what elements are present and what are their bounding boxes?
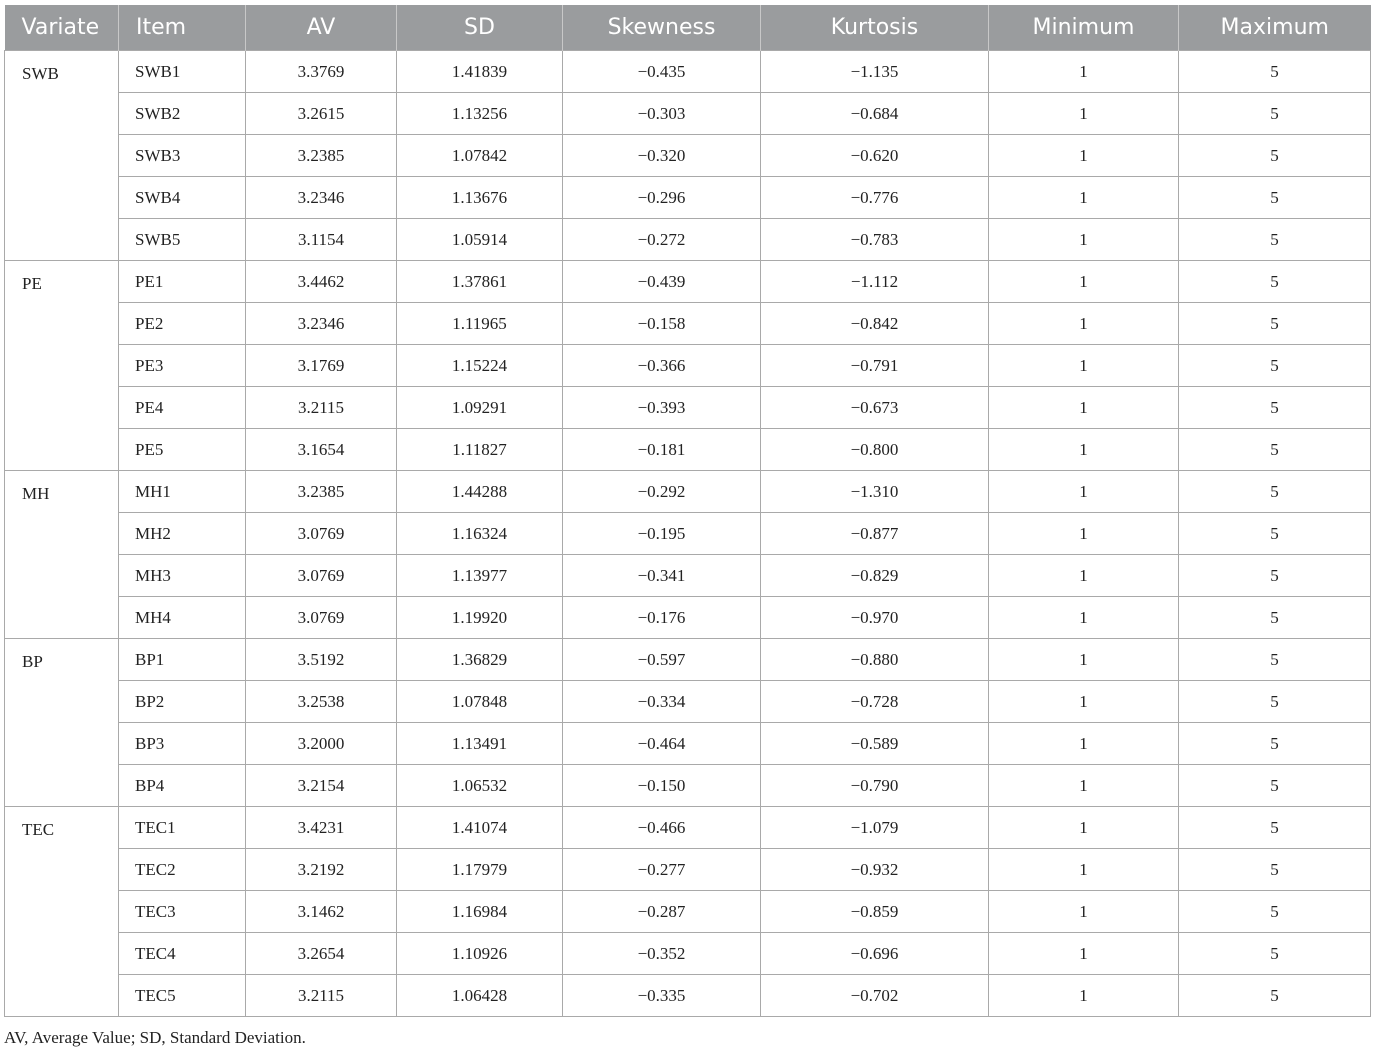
av-cell: 3.0769 [246,597,397,639]
header-row [5,5,1371,51]
av-cell: 3.2385 [246,471,397,513]
av-cell: 3.1654 [246,429,397,471]
sd-cell: 1.13256 [397,93,563,135]
skewness-cell: −0.292 [563,471,761,513]
table-footnote: AV, Average Value; SD, Standard Deviation. [4,1028,306,1047]
av-cell: 3.2654 [246,933,397,975]
item-cell: BP3 [119,723,246,765]
av-cell: 3.2115 [246,387,397,429]
item-cell: PE2 [119,303,246,345]
av-cell: 3.4462 [246,261,397,303]
skewness-cell: −0.287 [563,891,761,933]
kurtosis-cell: −0.859 [761,891,989,933]
sd-cell: 1.11827 [397,429,563,471]
skewness-cell: −0.320 [563,135,761,177]
sd-cell: 1.06428 [397,975,563,1017]
skewness-cell: −0.435 [563,51,761,93]
kurtosis-cell: −1.112 [761,261,989,303]
item-cell: BP1 [119,639,246,681]
skewness-cell: −0.176 [563,597,761,639]
item-cell: SWB1 [119,51,246,93]
skewness-cell: −0.181 [563,429,761,471]
skewness-cell: −0.341 [563,555,761,597]
minimum-cell: 1 [989,261,1179,303]
maximum-cell: 5 [1179,93,1371,135]
kurtosis-cell: −0.880 [761,639,989,681]
table-row [5,807,1371,849]
sd-cell: 1.15224 [397,345,563,387]
minimum-cell: 1 [989,513,1179,555]
av-cell: 3.2615 [246,93,397,135]
skewness-cell: −0.195 [563,513,761,555]
skewness-cell: −0.334 [563,681,761,723]
sd-cell: 1.06532 [397,765,563,807]
minimum-cell: 1 [989,429,1179,471]
maximum-cell: 5 [1179,849,1371,891]
kurtosis-cell: −0.702 [761,975,989,1017]
sd-cell: 1.41074 [397,807,563,849]
maximum-cell: 5 [1179,219,1371,261]
table-row [5,891,1371,933]
kurtosis-cell: −0.728 [761,681,989,723]
table-row [5,429,1371,471]
sd-cell: 1.44288 [397,471,563,513]
minimum-cell: 1 [989,807,1179,849]
skewness-cell: −0.272 [563,219,761,261]
minimum-cell: 1 [989,891,1179,933]
av-cell: 3.2385 [246,135,397,177]
table-row [5,93,1371,135]
minimum-cell: 1 [989,639,1179,681]
skewness-cell: −0.366 [563,345,761,387]
kurtosis-cell: −1.135 [761,51,989,93]
maximum-cell: 5 [1179,555,1371,597]
skewness-cell: −0.352 [563,933,761,975]
maximum-cell: 5 [1179,51,1371,93]
maximum-cell: 5 [1179,387,1371,429]
kurtosis-cell: −0.696 [761,933,989,975]
item-cell: TEC3 [119,891,246,933]
header-skewness: Skewness [563,5,761,51]
sd-cell: 1.13977 [397,555,563,597]
av-cell: 3.1769 [246,345,397,387]
item-cell: SWB4 [119,177,246,219]
minimum-cell: 1 [989,849,1179,891]
kurtosis-cell: −0.829 [761,555,989,597]
kurtosis-cell: −0.684 [761,93,989,135]
minimum-cell: 1 [989,387,1179,429]
av-cell: 3.2154 [246,765,397,807]
minimum-cell: 1 [989,51,1179,93]
skewness-cell: −0.335 [563,975,761,1017]
header-kurtosis: Kurtosis [761,5,989,51]
skewness-cell: −0.277 [563,849,761,891]
av-cell: 3.4231 [246,807,397,849]
header-item: Item [119,5,246,51]
table-row [5,177,1371,219]
item-cell: MH1 [119,471,246,513]
maximum-cell: 5 [1179,177,1371,219]
descriptive-statistics-table [4,5,1371,1017]
table-row [5,849,1371,891]
maximum-cell: 5 [1179,891,1371,933]
sd-cell: 1.07848 [397,681,563,723]
skewness-cell: −0.464 [563,723,761,765]
item-cell: MH3 [119,555,246,597]
minimum-cell: 1 [989,597,1179,639]
header-variate: Variate [5,5,119,51]
kurtosis-cell: −0.800 [761,429,989,471]
item-cell: TEC2 [119,849,246,891]
sd-cell: 1.09291 [397,387,563,429]
table-row [5,933,1371,975]
kurtosis-cell: −0.589 [761,723,989,765]
table-row [5,471,1371,513]
kurtosis-cell: −0.790 [761,765,989,807]
minimum-cell: 1 [989,219,1179,261]
maximum-cell: 5 [1179,807,1371,849]
maximum-cell: 5 [1179,639,1371,681]
sd-cell: 1.16984 [397,891,563,933]
item-cell: PE1 [119,261,246,303]
av-cell: 3.5192 [246,639,397,681]
sd-cell: 1.11965 [397,303,563,345]
item-cell: MH4 [119,597,246,639]
minimum-cell: 1 [989,177,1179,219]
kurtosis-cell: −0.791 [761,345,989,387]
item-cell: MH2 [119,513,246,555]
table-row [5,345,1371,387]
av-cell: 3.2346 [246,177,397,219]
sd-cell: 1.17979 [397,849,563,891]
minimum-cell: 1 [989,765,1179,807]
variate-cell: MH [5,471,119,639]
kurtosis-cell: −0.673 [761,387,989,429]
header-minimum: Minimum [989,5,1179,51]
item-cell: SWB2 [119,93,246,135]
item-cell: PE4 [119,387,246,429]
statistics-table-container [4,5,1370,1017]
sd-cell: 1.16324 [397,513,563,555]
minimum-cell: 1 [989,723,1179,765]
item-cell: PE3 [119,345,246,387]
minimum-cell: 1 [989,975,1179,1017]
sd-cell: 1.05914 [397,219,563,261]
sd-cell: 1.07842 [397,135,563,177]
skewness-cell: −0.439 [563,261,761,303]
item-cell: PE5 [119,429,246,471]
minimum-cell: 1 [989,933,1179,975]
maximum-cell: 5 [1179,135,1371,177]
sd-cell: 1.10926 [397,933,563,975]
table-row [5,723,1371,765]
minimum-cell: 1 [989,345,1179,387]
table-row [5,387,1371,429]
minimum-cell: 1 [989,681,1179,723]
kurtosis-cell: −0.620 [761,135,989,177]
kurtosis-cell: −0.932 [761,849,989,891]
table-row [5,639,1371,681]
minimum-cell: 1 [989,135,1179,177]
av-cell: 3.2000 [246,723,397,765]
item-cell: TEC1 [119,807,246,849]
table-row [5,219,1371,261]
table-row [5,597,1371,639]
skewness-cell: −0.158 [563,303,761,345]
sd-cell: 1.41839 [397,51,563,93]
table-body [5,51,1371,1017]
minimum-cell: 1 [989,93,1179,135]
skewness-cell: −0.597 [563,639,761,681]
sd-cell: 1.13491 [397,723,563,765]
header-maximum: Maximum [1179,5,1371,51]
skewness-cell: −0.393 [563,387,761,429]
table-header [5,5,1371,51]
table-row [5,513,1371,555]
kurtosis-cell: −0.842 [761,303,989,345]
maximum-cell: 5 [1179,933,1371,975]
kurtosis-cell: −1.310 [761,471,989,513]
maximum-cell: 5 [1179,681,1371,723]
variate-cell: SWB [5,51,119,261]
maximum-cell: 5 [1179,345,1371,387]
skewness-cell: −0.466 [563,807,761,849]
maximum-cell: 5 [1179,261,1371,303]
item-cell: TEC4 [119,933,246,975]
sd-cell: 1.37861 [397,261,563,303]
item-cell: SWB5 [119,219,246,261]
maximum-cell: 5 [1179,513,1371,555]
item-cell: BP2 [119,681,246,723]
av-cell: 3.3769 [246,51,397,93]
maximum-cell: 5 [1179,303,1371,345]
table-row [5,681,1371,723]
maximum-cell: 5 [1179,597,1371,639]
table-row [5,261,1371,303]
av-cell: 3.2346 [246,303,397,345]
av-cell: 3.0769 [246,555,397,597]
av-cell: 3.1462 [246,891,397,933]
kurtosis-cell: −1.079 [761,807,989,849]
header-av: AV [246,5,397,51]
kurtosis-cell: −0.877 [761,513,989,555]
sd-cell: 1.36829 [397,639,563,681]
table-row [5,303,1371,345]
variate-cell: BP [5,639,119,807]
table-row [5,765,1371,807]
skewness-cell: −0.150 [563,765,761,807]
minimum-cell: 1 [989,471,1179,513]
item-cell: BP4 [119,765,246,807]
sd-cell: 1.13676 [397,177,563,219]
av-cell: 3.1154 [246,219,397,261]
header-sd: SD [397,5,563,51]
kurtosis-cell: −0.776 [761,177,989,219]
maximum-cell: 5 [1179,429,1371,471]
table-row [5,51,1371,93]
av-cell: 3.0769 [246,513,397,555]
maximum-cell: 5 [1179,471,1371,513]
minimum-cell: 1 [989,555,1179,597]
av-cell: 3.2192 [246,849,397,891]
av-cell: 3.2115 [246,975,397,1017]
maximum-cell: 5 [1179,765,1371,807]
skewness-cell: −0.303 [563,93,761,135]
variate-cell: PE [5,261,119,471]
skewness-cell: −0.296 [563,177,761,219]
table-row [5,975,1371,1017]
table-row [5,135,1371,177]
kurtosis-cell: −0.970 [761,597,989,639]
item-cell: SWB3 [119,135,246,177]
minimum-cell: 1 [989,303,1179,345]
sd-cell: 1.19920 [397,597,563,639]
maximum-cell: 5 [1179,975,1371,1017]
kurtosis-cell: −0.783 [761,219,989,261]
table-row [5,555,1371,597]
variate-cell: TEC [5,807,119,1017]
maximum-cell: 5 [1179,723,1371,765]
item-cell: TEC5 [119,975,246,1017]
av-cell: 3.2538 [246,681,397,723]
